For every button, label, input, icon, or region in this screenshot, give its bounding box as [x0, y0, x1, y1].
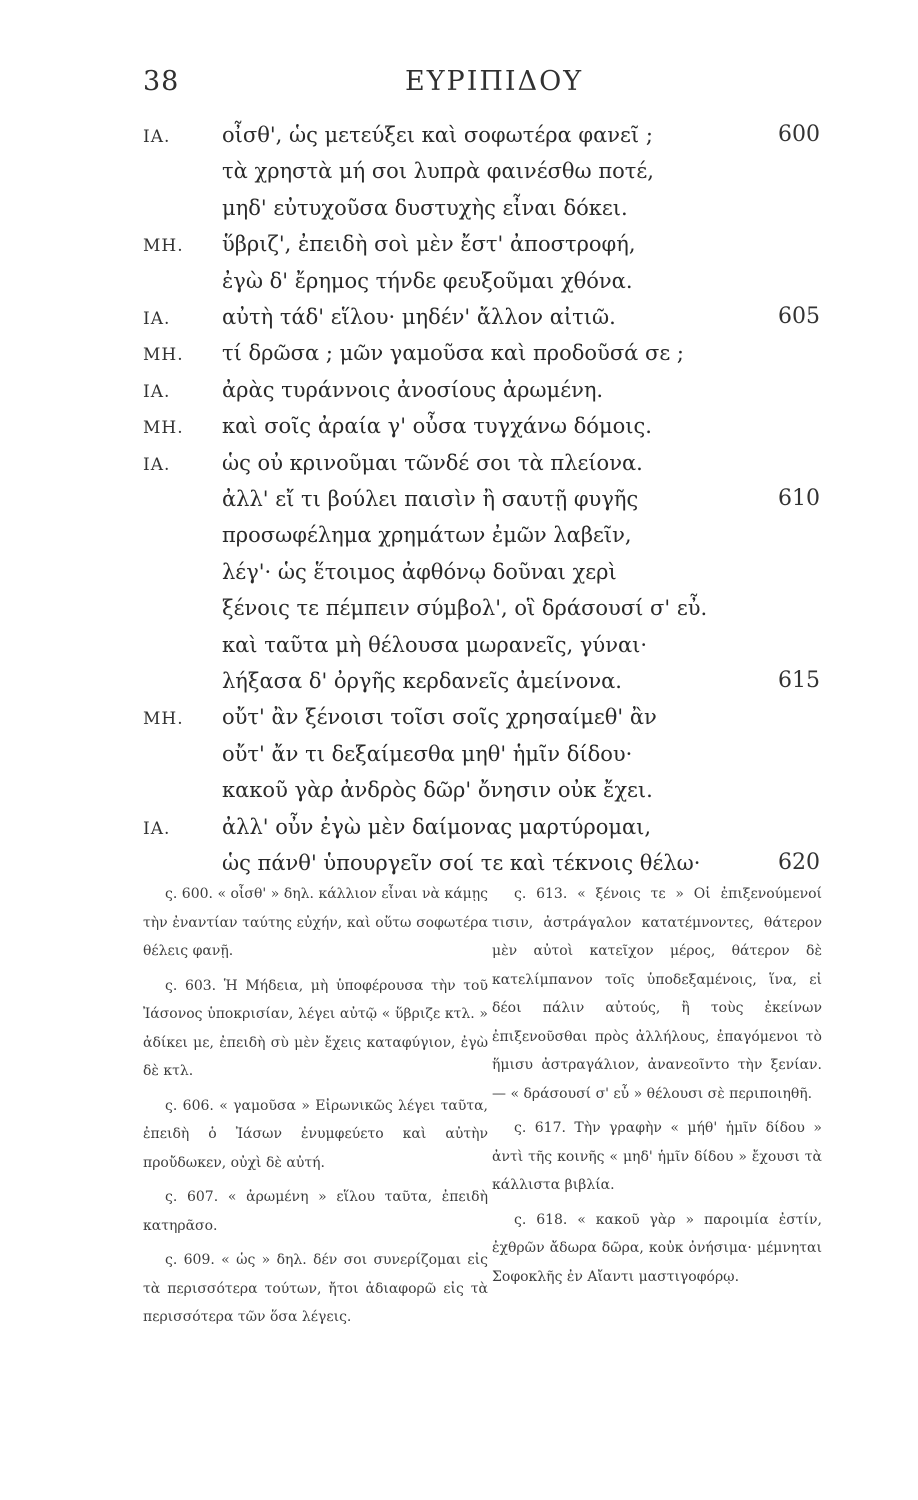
verse-line — [0, 194, 918, 230]
verse-line — [0, 412, 918, 448]
verse-line — [0, 521, 918, 557]
verse-text: οὔτ' ἄν τι δεξαίμεσθα μηθ' ἡμῖν δίδου· — [222, 741, 633, 766]
verse-text: ἀλλ' εἴ τι βούλει παισὶν ἢ σαυτῇ φυγῆς — [222, 487, 639, 511]
verse-line — [0, 376, 918, 412]
verse-text: ξένοις τε πέμπειν σύμβολ', οἳ δράσουσί σ' εὖ. — [222, 596, 708, 621]
verse-line — [0, 740, 918, 776]
speaker-label: ΙΑ. — [143, 454, 171, 475]
verse-text: ὕβριζ', ἐπειδὴ σοὶ μὲν ἔστ' ἀποστροφή, — [222, 232, 636, 257]
footnote: ς. 618. « κακοῦ γὰρ » παροιμία ἐστίν, ἐχθρῶν ἄδωρα δῶρα, κοὐκ ὀνήσιμα· μέμνηται Σοφοκλῆς ἐν Αἴαντι μαστιγοφόρῳ. — [492, 1211, 822, 1285]
speaker-label: ΜΗ. — [143, 418, 184, 439]
line-number: 610 — [778, 486, 820, 511]
speaker-label: ΜΗ. — [143, 236, 184, 257]
verse-line — [0, 813, 918, 849]
verse-text: αὐτὴ τάδ' εἵλου· μηδέν' ἄλλον αἰτιῶ. — [222, 305, 616, 329]
verse-text: οἶσθ', ὡς μετεύξει καὶ σοφωτέρα φανεῖ ; — [222, 123, 653, 147]
footnote: ς. 603. Ἡ Μήδεια, μὴ ὑποφέρουσα τὴν τοῦ Ἰάσονος ὑποκρισίαν, λέγει αὐτῷ « ὕβριζε κτλ. » ἀδίκει με, ἐπειδὴ σὺ μὲν ἔχεις καταφύγιον, ἐγὼ δὲ κτλ. — [143, 977, 488, 1079]
verse-text: κακοῦ γὰρ ἀνδρὸς δῶρ' ὄνησιν οὐκ ἔχει. — [222, 778, 653, 803]
verse-line — [0, 667, 918, 703]
speaker-label: ΜΗ. — [143, 345, 184, 366]
verse-line — [0, 157, 918, 193]
verse-text: τὰ χρηστὰ μή σοι λυπρὰ φαινέσθω ποτέ, — [222, 159, 654, 184]
verse-text: προσωφέλημα χρημάτων ἐμῶν λαβεῖν, — [222, 523, 632, 548]
verse-text: ἀρὰς τυράννοις ἀνοσίους ἀρωμένη. — [222, 377, 604, 402]
verse-text: λήξασα δ' ὀργῆς κερδανεῖς ἀμείνονα. — [222, 669, 622, 693]
verse-text: ὡς οὐ κρινοῦμαι τῶνδέ σοι τὰ πλείονα. — [222, 450, 643, 475]
footnote: ς. 600. « οἶσθ' » δηλ. κάλλιον εἶναι νὰ κάμῃς τὴν ἐναντίαν ταύτης εὐχήν, καὶ οὕτω σοφωτέρα θέλεις φανῇ. — [143, 886, 488, 959]
speaker-label: ΙΑ. — [143, 309, 171, 329]
verse-line — [0, 776, 918, 812]
speaker-label: ΜΗ. — [143, 709, 184, 730]
line-number: 605 — [778, 304, 820, 329]
verse-line — [0, 558, 918, 594]
footnote: ς. 607. « ἀρωμένη » εἵλου ταῦτα, ἐπειδὴ κατηρᾶσο. — [143, 1189, 488, 1234]
line-number: 620 — [778, 850, 820, 875]
verse-line — [0, 339, 918, 375]
verse-line — [0, 485, 918, 521]
speaker-label: ΙΑ. — [143, 381, 171, 402]
verse-line — [0, 121, 918, 157]
verse-text: καὶ σοῖς ἀραία γ' οὖσα τυγχάνω δόμοις. — [222, 414, 652, 439]
verse-text: λέγ'· ὡς ἕτοιμος ἀφθόνῳ δοῦναι χερὶ — [222, 559, 617, 584]
footnote: ς. 613. « ξένοις τε » Οἱ ἐπιξενούμενοί τισιν, ἀστράγαλον κατατέμνοντες, θάτερον μὲν αὐτοὶ κατεῖχον μέρος, θάτερον δὲ κατελίμπανον τοῖς ὑποδεξαμένοις, ἵνα, εἰ δέοι πάλιν αὐτούς, ἢ τοὺς ἐκείνων ἐπιξενοῦσθαι πρὸς ἀλλήλους, ἐπαγόμενοι τὸ ἥμισυ ἀστραγάλιον, ἀνανεοῖντο τὴν ξενίαν. — « δράσουσί σ' εὖ » θέλουσι σὲ περιποιηθῆ. — [492, 886, 822, 1102]
verse-line — [0, 303, 918, 339]
verse-text: ἀλλ' οὖν ἐγὼ μὲν δαίμονας μαρτύρομαι, — [222, 814, 652, 839]
verse-text: οὔτ' ἂν ξένοισι τοῖσι σοῖς χρησαίμεθ' ἂν — [222, 705, 657, 730]
speaker-label: ΙΑ. — [143, 818, 171, 839]
footnotes-left-column — [143, 880, 488, 1338]
verse-line — [0, 449, 918, 485]
verse-line — [0, 230, 918, 266]
verse-text: ὡς πάνθ' ὑπουργεῖν σοί τε καὶ τέκνοις θέλω· — [222, 851, 701, 875]
verse-text: μηδ' εὐτυχοῦσα δυστυχὴς εἶναι δόκει. — [222, 195, 628, 220]
line-number: 615 — [778, 668, 820, 693]
verse-text: καὶ ταῦτα μὴ θέλουσα μωρανεῖς, γύναι· — [222, 632, 648, 657]
footnote: ς. 609. « ὡς » δηλ. δέν σοι συνερίζομαι εἰς τὰ περισσότερα τούτων, ἤτοι ἀδιαφορῶ εἰς τὰ περισσότερα τῶν ὅσα λέγεις. — [143, 1252, 488, 1325]
footnote: ς. 617. Τὴν γραφὴν « μήθ' ἡμῖν δίδου » ἀντὶ τῆς κοινῆς « μηδ' ἡμῖν δίδου » ἔχουσι τὰ κάλλιστα βιβλία. — [492, 1120, 822, 1193]
verse-line — [0, 703, 918, 739]
line-number: 600 — [778, 122, 820, 147]
verse-line — [0, 594, 918, 630]
footnote: ς. 606. « γαμοῦσα » Εἰρωνικῶς λέγει ταῦτα, ἐπειδὴ ὁ Ἰάσων ἐνυμφεύετο καὶ αὐτὴν προὔδωκεν, οὐχὶ δὲ αὐτή. — [143, 1097, 488, 1171]
verse-text: τί δρῶσα ; μῶν γαμοῦσα καὶ προδοῦσά σε ; — [222, 341, 684, 366]
footnotes-right-column — [492, 880, 822, 1297]
verse-line — [0, 267, 918, 303]
running-title: ΕΥΡΙΠΙΔΟΥ — [405, 66, 584, 97]
speaker-label: ΙΑ. — [143, 127, 171, 147]
verse-text: ἐγὼ δ' ἔρημος τήνδε φευξοῦμαι χθόνα. — [222, 268, 633, 293]
verse-line — [0, 631, 918, 667]
page-number: 38 — [143, 66, 180, 97]
